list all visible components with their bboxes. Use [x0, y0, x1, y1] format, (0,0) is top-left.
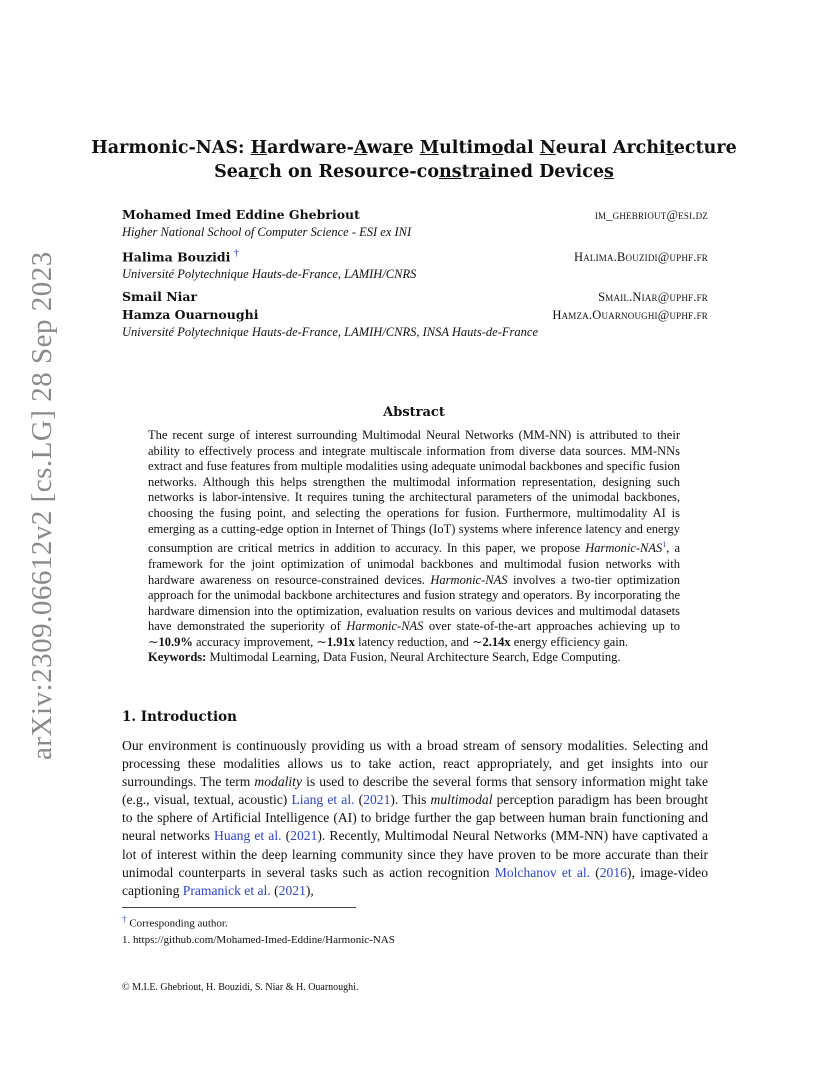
title-text: tr: [461, 162, 479, 182]
intro-text-part: . Recently, Multimodal Neural Networks (MM-NN) have captivated a lot of interest within the deep learning community since they have proven to be more accurate than their unimodal counterparts in several tasks such as action recognition: [122, 828, 708, 880]
author-name: Smail Niar: [122, 289, 198, 304]
abstract-text-part: energy efficiency gain.: [510, 634, 629, 649]
author-email[interactable]: Smail.Niar@uphf.fr: [598, 290, 708, 304]
title-acronym-letter: A: [353, 138, 367, 158]
dagger-mark: †: [122, 914, 127, 924]
title-text: ined Device: [490, 162, 604, 182]
intro-text-part: perception paradigm has been brought to the sphere of Artificial Intelligence (AI) to bridge further the gap between human brain functioning and neural networks: [122, 792, 708, 844]
citation-year-link[interactable]: 2021: [278, 882, 306, 898]
footnote-divider: [122, 907, 356, 908]
abstract-text: [148, 428, 680, 666]
title-text: dal: [503, 138, 540, 158]
abstract-text-part: accuracy improvement, ∼: [192, 634, 327, 649]
citation-year-link[interactable]: 2021: [290, 828, 318, 844]
citation-year-link[interactable]: 2021: [363, 792, 391, 808]
intro-text-part: ),: [305, 882, 314, 898]
intro-text-part: , image-video captioning: [122, 864, 708, 898]
footnotes: [122, 911, 395, 948]
abstract-text-part: , a framework for the joint optimization of unimodal backbones and multimodal fusion networks with hardware awareness on resource-constrained devices.: [148, 541, 680, 587]
title-text: wa: [366, 138, 394, 158]
title-acronym-letter: M: [419, 138, 440, 158]
author-name: Halima Bouzidi: [122, 249, 231, 265]
author-affiliation: Higher National School of Computer Science - ESI ex INI: [122, 225, 412, 239]
citation-link[interactable]: Huang et al.: [214, 828, 282, 844]
title-acronym-letter: o: [491, 138, 504, 158]
title-acronym-letter: r: [249, 162, 259, 182]
author-name: Mohamed Imed Eddine Ghebriout: [122, 207, 360, 222]
author-affiliation: Université Polytechnique Hauts-de-France, LAMIH/CNRS: [122, 267, 417, 282]
title-text: ch on Resource-co: [258, 162, 439, 182]
author-affiliation: Université Polytechnique Hauts-de-France, LAMIH/CNRS, INSA Hauts-de-France: [122, 325, 538, 339]
title-text: Harmonic-NAS:: [91, 138, 251, 158]
introduction-text: Our environment is continuously providing us with a broad stream of sensory modalities. Selecting and processing these modalities allows us to take action, react appropriately, and get insights into our surroundings. The term modality is used to describe the several forms that sensory information might take (e.g., visual, textual, acoustic) Liang et al. (2021). This multimodal perception paradigm has been brought to the sphere of Artificial Intelligence (AI) to bridge further the gap between human brain functioning and neural networks Huang et al. (2021). Recently, Multimodal Neural Networks (MM-NN) have captivated a lot of interest within the deep learning community since they have proven to be more accurate than their unimodal counterparts in several tasks such as action recognition Molchanov et al. (2016), image-video captioning Pramanick et al. (2021),: [122, 738, 708, 898]
title-text: Sea: [214, 162, 250, 182]
author-email[interactable]: Hamza.Ouarnoughi@uphf.fr: [552, 308, 708, 322]
energy-value: 2.14x: [482, 634, 511, 649]
title-line-2: [0, 160, 828, 184]
framework-name: Harmonic-NAS: [430, 572, 508, 587]
keywords-list: Multimodal Learning, Data Fusion, Neural Architecture Search, Edge Computing.: [206, 650, 621, 665]
paper-title: [0, 136, 828, 184]
title-acronym-letter: ns: [439, 162, 462, 182]
footnote-mark[interactable]: 1: [662, 540, 667, 550]
citation-year-link[interactable]: 2016: [599, 864, 627, 880]
title-acronym-letter: t: [665, 138, 674, 158]
abstract-text-part: over state-of-the-art approaches achieving up to ∼: [148, 619, 680, 649]
footnote-text: Corresponding author.: [129, 917, 228, 930]
section-heading-introduction: 1. Introduction: [122, 709, 237, 725]
title-acronym-letter: s: [603, 162, 614, 182]
intro-text-part: is used to describe the several forms that sensory information might take (e.g., visual, textual, acoustic): [122, 774, 708, 808]
title-acronym-letter: N: [539, 138, 556, 158]
corresponding-author-mark[interactable]: †: [233, 247, 240, 259]
title-acronym-letter: r: [393, 138, 403, 158]
author-block-2: [122, 247, 708, 282]
author-email[interactable]: Halima.Bouzidi@uphf.fr: [573, 250, 708, 265]
author-block-1: [122, 207, 708, 240]
title-text: ultim: [439, 138, 492, 158]
author-block-3: [122, 289, 708, 340]
arxiv-stamp: arXiv:2309.06612v2 [cs.LG] 28 Sep 2023: [26, 251, 58, 760]
intro-text-part: Our environment is continuously providing us with a broad stream of sensory modalities. Selecting and processing these modalities allows us to take action, react appropriately, and get insights into our surroundings. The term: [122, 738, 708, 790]
title-text: ardware-: [267, 138, 354, 158]
accuracy-value: 10.9%: [158, 634, 193, 649]
citation-link[interactable]: Liang et al.: [291, 792, 355, 808]
footnote-url: [122, 932, 395, 948]
repository-link[interactable]: https://github.com/Mohamed-Imed-Eddine/Harmonic-NAS: [133, 933, 395, 946]
emphasis: multimodal: [430, 792, 493, 808]
framework-name: Harmonic-NAS: [585, 541, 663, 556]
citation-link[interactable]: Pramanick et al.: [182, 882, 271, 898]
title-acronym-letter: H: [250, 138, 268, 158]
latency-value: 1.91x: [326, 634, 356, 649]
title-text: ecture: [673, 138, 737, 158]
emphasis: modality: [254, 774, 302, 790]
abstract-text-part: involves a two-tier optimization approach for the unimodal backbone architectures and fusion strategy and operators. By incorporating the hardware dimension into the optimization, evaluation results on various devices and multimodal datasets have demonstrated the superiority of: [148, 572, 680, 634]
footnote-corresponding: [122, 911, 395, 932]
author-email[interactable]: im_ghebriout@esi.dz: [594, 208, 708, 222]
copyright-notice: © M.I.E. Ghebriout, H. Bouzidi, S. Niar & H. Ouarnoughi.: [122, 982, 359, 993]
footnote-number: 1.: [122, 933, 131, 946]
title-text: eural Archi: [555, 138, 666, 158]
author-name: Hamza Ouarnoughi: [122, 307, 259, 322]
framework-name: Harmonic-NAS: [346, 619, 424, 634]
title-text: e: [402, 138, 420, 158]
abstract-heading: Abstract: [383, 405, 445, 420]
citation-link[interactable]: Molchanov et al.: [494, 864, 591, 880]
intro-text-part: . This: [394, 792, 431, 808]
title-line-1: [0, 136, 828, 160]
abstract-text-part: latency reduction, and ∼: [355, 634, 483, 649]
keywords-label: Keywords:: [148, 650, 207, 665]
title-acronym-letter: a: [478, 162, 491, 182]
abstract-text-part: The recent surge of interest surrounding Multimodal Neural Networks (MM-NN) is attributed to their ability to effectively process and integrate multiscale information from diverse data sources. MM-NNs extract and fuse features from multiple modalities using adequate unimodal backbones and specific fusion networks. Although this helps strengthen the multimodal information representation, designing such networks is labor-intensive. It requires tuning the architectural parameters of the unimodal backbones, choosing the fusing point, and selecting the operations for fusion. Furthermore, multimodality AI is emerging as a cutting-edge option in Internet of Things (IoT) systems where inference latency and energy consumption are critical metrics in addition to accuracy. In this paper, we propose: [148, 428, 680, 556]
